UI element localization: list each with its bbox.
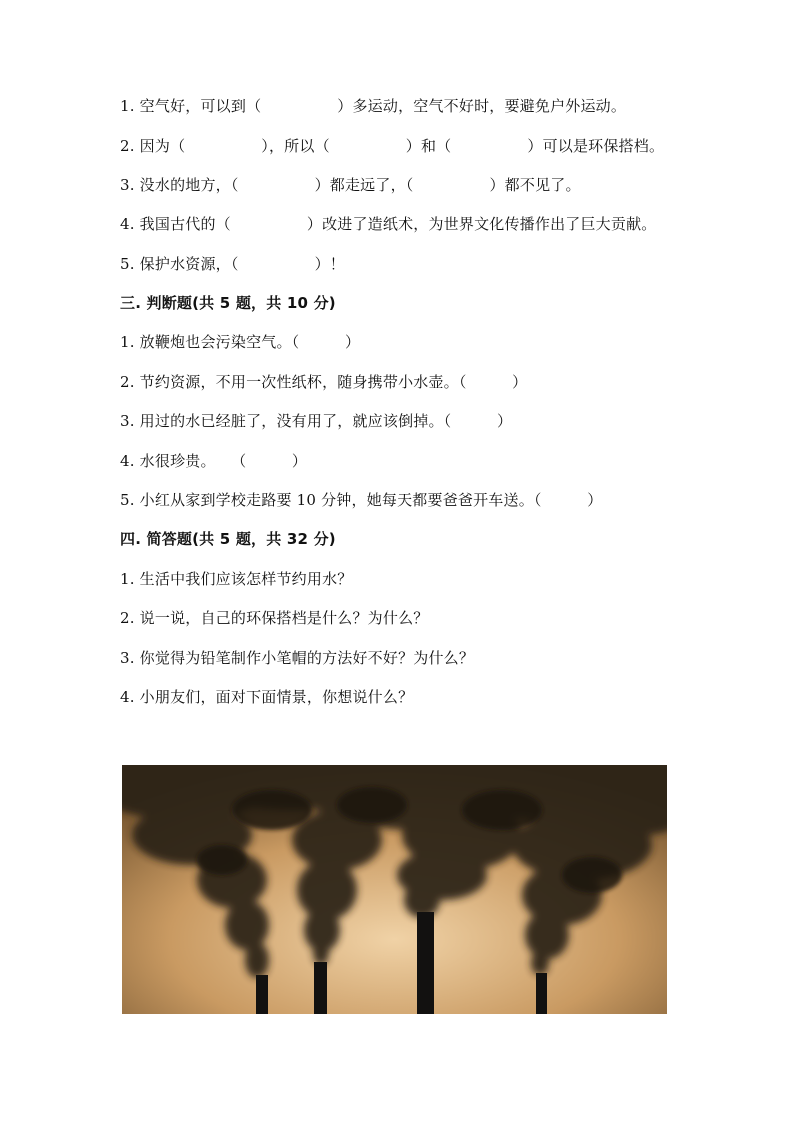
section-heading-short-answer: 四. 简答题(共 5 题，共 32 分) <box>120 530 336 548</box>
answer-item-4: 4. 小朋友们，面对下面情景，你想说什么？ <box>120 688 414 706</box>
judge-item-5: 5. 小红从家到学校走路要 10 分钟，她每天都要爸爸开车送。（ ） <box>120 491 603 509</box>
answer-item-3: 3. 你觉得为铅笔制作小笔帽的方法好不好？为什么？ <box>120 649 475 667</box>
answer-item-2: 2. 说一说，自己的环保搭档是什么？为什么？ <box>120 609 429 627</box>
judge-item-4: 4. 水很珍贵。 （ ） <box>120 452 308 470</box>
section-heading-judgement: 三. 判断题(共 5 题，共 10 分) <box>120 294 336 312</box>
fill-item-1: 1. 空气好，可以到（ ）多运动，空气不好时，要避免户外运动。 <box>120 97 627 115</box>
answer-item-1: 1. 生活中我们应该怎样节约用水？ <box>120 570 353 588</box>
judge-item-1: 1. 放鞭炮也会污染空气。（ ） <box>120 333 361 351</box>
judge-item-2: 2. 节约资源，不用一次性纸杯，随身携带小水壶。（ ） <box>120 373 528 391</box>
fill-item-3: 3. 没水的地方，（ ）都走远了，（ ）都不见了。 <box>120 176 581 194</box>
fill-item-2: 2. 因为（ ），所以（ ）和（ ）可以是环保搭档。 <box>120 137 665 155</box>
fill-item-5: 5. 保护水资源，（ ）！ <box>120 255 345 273</box>
fill-item-4: 4. 我国古代的（ ）改进了造纸术，为世界文化传播作出了巨大贡献。 <box>120 215 657 233</box>
pollution-photo <box>122 765 667 1014</box>
judge-item-3: 3. 用过的水已经脏了，没有用了，就应该倒掉。（ ） <box>120 412 513 430</box>
